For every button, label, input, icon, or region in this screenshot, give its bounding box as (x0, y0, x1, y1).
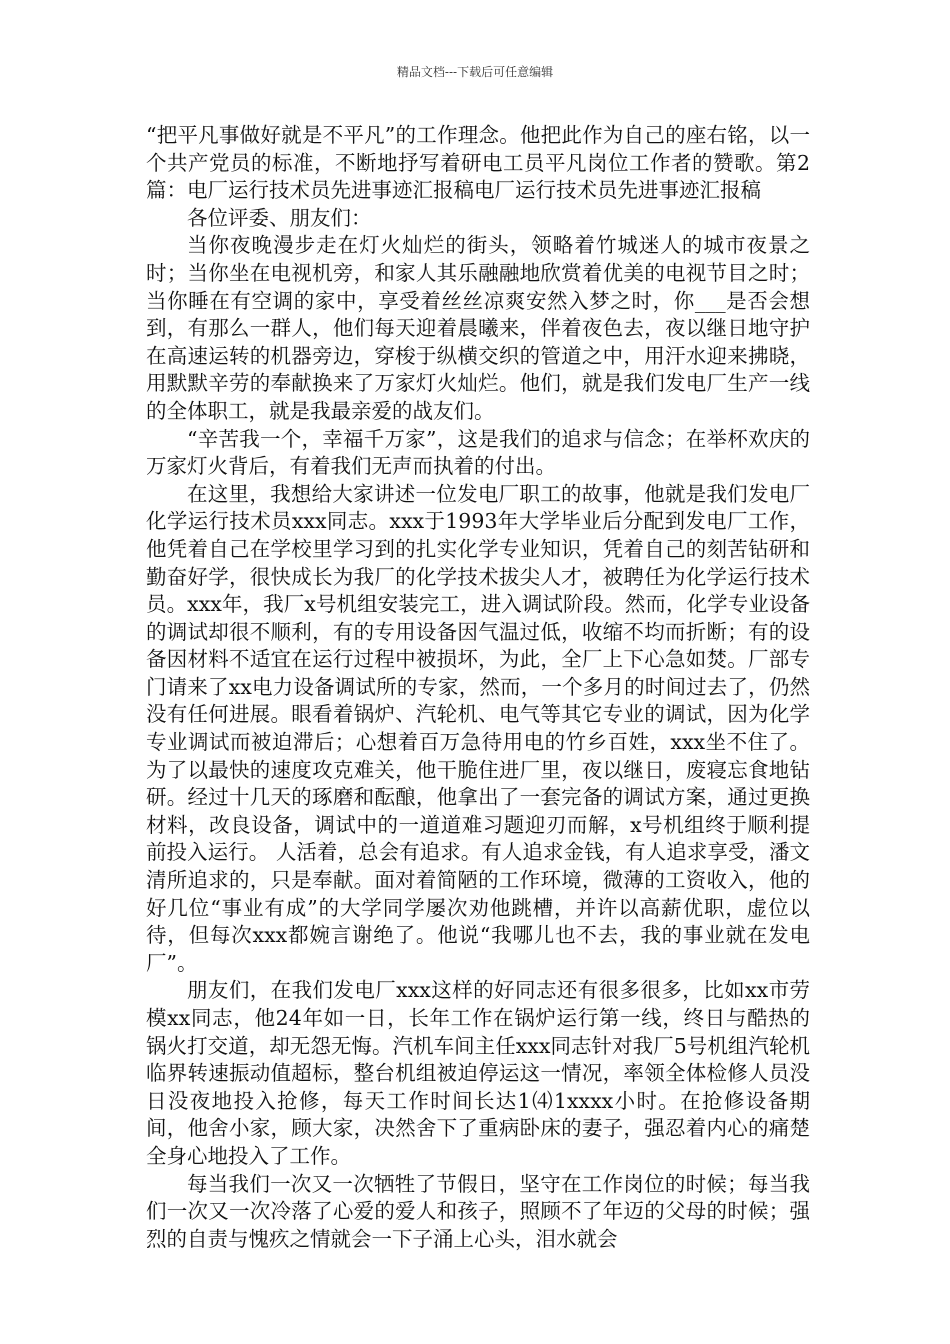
paragraph-5: 在这里，我想给大家讲述一位发电厂职工的故事，他就是我们发电厂化学运行技术员xxx同志。xxx于1993年大学毕业后分配到发电厂工作，他凭着自己在学校里学习到的扎实化学专业知识，凭着自己的刻苦钻研和勤奋好学，很快成长为我厂的化学技术拔尖人才，被聘任为化学运行技术员。xxx年，我厂x号机组安装完工，进入调试阶段。然而，化学专业设备的调试却很不顺利，有的专用设备因气温过低，收缩不均而折断；有的设备因材料不适宜在运行过程中被损坏，为此，全厂上下心急如焚。厂部专门请来了xx电力设备调试所的专家，然而，一个多月的时间过去了，仍然没有任何进展。眼看着锅炉、汽轮机、电气等其它专业的调试，因为化学专业调试而被迫滞后；心想着百万急待用电的竹乡百姓，xxx坐不住了。为了以最快的速度攻克难关，他干脆住进厂里，夜以继日，废寝忘食地钻研。经过十几天的琢磨和酝酿，他拿出了一套完备的调试方案，通过更换材料，改良设备，调试中的一道道难习题迎刃而解，x号机组终于顺利提前投入运行。 人活着，总会有追求。有人追求金钱，有人追求享受，潘文清所追求的，只是奉献。面对着简陋的工作环境，微薄的工资收入，他的好几位“事业有成”的大学同学屡次劝他跳槽，并许以高薪优职，虚位以待，但每次xxx都婉言谢绝了。他说“我哪儿也不去，我的事业就在发电厂”。 (146, 481, 810, 975)
paragraph-4: “辛苦我一个，幸福千万家”，这是我们的追求与信念；在举杯欢庆的万家灯火背后，有着我们无声而执着的付出。 (146, 426, 810, 479)
paragraph-salutation: 各位评委、朋友们： (187, 205, 372, 230)
document-body (146, 122, 810, 1253)
paragraph-7: 每当我们一次又一次牺牲了节假日，坚守在工作岗位的时候；每当我们一次又一次冷落了心爱的爱人和孩子，照顾不了年迈的父母的时候；强烈的自责与愧疚之情就会一下子涌上心头，泪水就会 (146, 1171, 810, 1251)
paragraph-6: 朋友们，在我们发电厂xxx这样的好同志还有很多很多，比如xx市劳模xx同志，他24年如一日，长年工作在锅炉运行第一线，终日与酷热的锅火打交道，却无怨无悔。汽机车间主任xxx同志针对我厂5号机组汽轮机临界转速振动值超标，整台机组被迫停运这一情况，率领全体检修人员没日没夜地投入抢修，每天工作时间长达1⑷1xxxx小时。在抢修设备期间，他舍小家，顾大家，决然舍下了重病卧床的妻子，强忍着内心的痛楚全身心地投入了工作。 (146, 978, 810, 1168)
page-header: 精品文档---下载后可任意编辑 (396, 65, 554, 79)
paragraph-3: 当你夜晚漫步走在灯火灿烂的街头，领略着竹城迷人的城市夜景之时；当你坐在电视机旁，和家人其乐融融地欣赏着优美的电视节目之时；当你睡在有空调的家中，享受着丝丝凉爽安然入梦之时，你___是否会想到，有那么一群人，他们每天迎着晨曦来，伴着夜色去，夜以继日地守护在高速运转的机器旁边，穿梭于纵横交织的管道之中，用汗水迎来拂晓，用默默辛劳的奉献换来了万家灯火灿烂。他们，就是我们发电厂生产一线的全体职工，就是我最亲爱的战友们。 (146, 233, 810, 423)
paragraph-1: “把平凡事做好就是不平凡”的工作理念。他把此作为自己的座右铭，以一个共产党员的标准，不断地抒写着研电工员平凡岗位工作者的赞歌。第2篇：电厂运行技术员先进事迹汇报稿电厂运行技术员先进事迹汇报稿 (146, 123, 810, 203)
